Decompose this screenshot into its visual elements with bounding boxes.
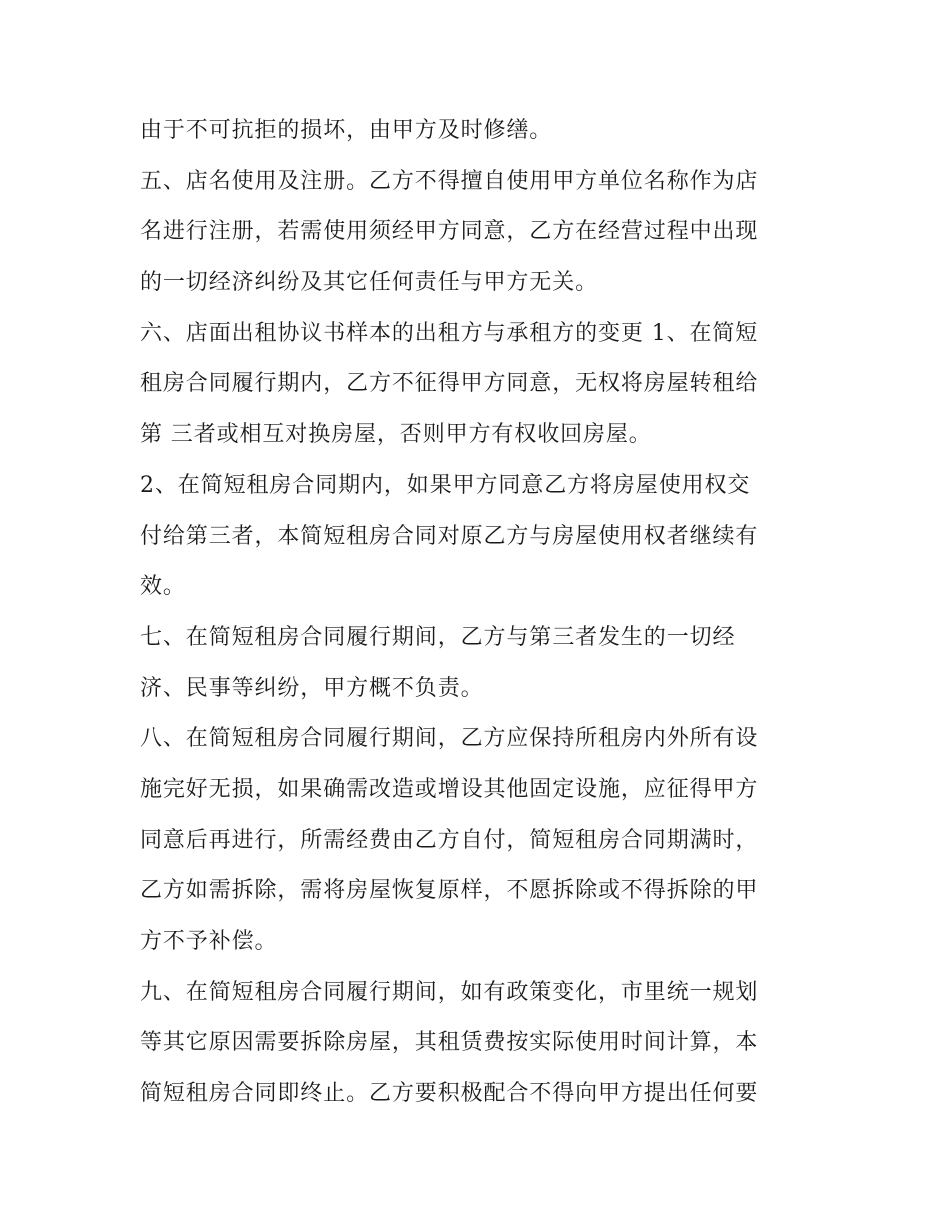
text-line: 由于不可抗拒的损坏，由甲方及时修缮。: [140, 118, 553, 143]
text-line: 乙方如需拆除，需将房屋恢复原样，不愿拆除或不得拆除的甲: [140, 878, 759, 904]
text-line: 九、在简短租房合同履行期间，如有政策变化，市里统一规划: [140, 979, 759, 1005]
text-line: 同意后再进行，所需经费由乙方自付，简短租房合同期满时，: [140, 827, 759, 853]
text-line: 八、在简短租房合同履行期间，乙方应保持所租房内外所有设: [140, 726, 759, 752]
text-line: 简短租房合同即终止。乙方要积极配合不得向甲方提出任何要: [140, 1081, 759, 1107]
text-line: 济、民事等纠纷，甲方概不负责。: [140, 675, 484, 701]
text-line: 付给第三者，本简短租房合同对原乙方与房屋使用权者继续有: [140, 523, 759, 549]
text-line: 六、店面出租协议书样本的出租方与承租方的变更 1、在简短: [140, 320, 759, 346]
document-body: [140, 106, 820, 1120]
text-line: 名进行注册，若需使用须经甲方同意，乙方在经营过程中出现: [140, 219, 759, 245]
text-line: 七、在简短租房合同履行期间，乙方与第三者发生的一切经: [140, 624, 736, 650]
text-line: 第 三者或相互对换房屋，否则甲方有权收回房屋。: [140, 422, 652, 448]
text-line: 五、店名使用及注册。乙方不得擅自使用甲方单位名称作为店: [140, 168, 759, 194]
text-line: 租房合同履行期内，乙方不征得甲方同意，无权将房屋转租给: [140, 371, 759, 397]
text-line: 效。: [140, 574, 186, 600]
text-line: 2、在简短租房合同期内，如果甲方同意乙方将房屋使用权交: [140, 472, 751, 498]
text-line: 的一切经济纠纷及其它任何责任与甲方无关。: [140, 270, 599, 296]
text-line: 方不予补偿。: [140, 929, 278, 954]
text-line: 等其它原因需要拆除房屋，其租赁费按实际使用时间计算，本: [140, 1030, 759, 1056]
text-line: 施完好无损，如果确需改造或增设其他固定设施，应征得甲方: [140, 776, 759, 802]
